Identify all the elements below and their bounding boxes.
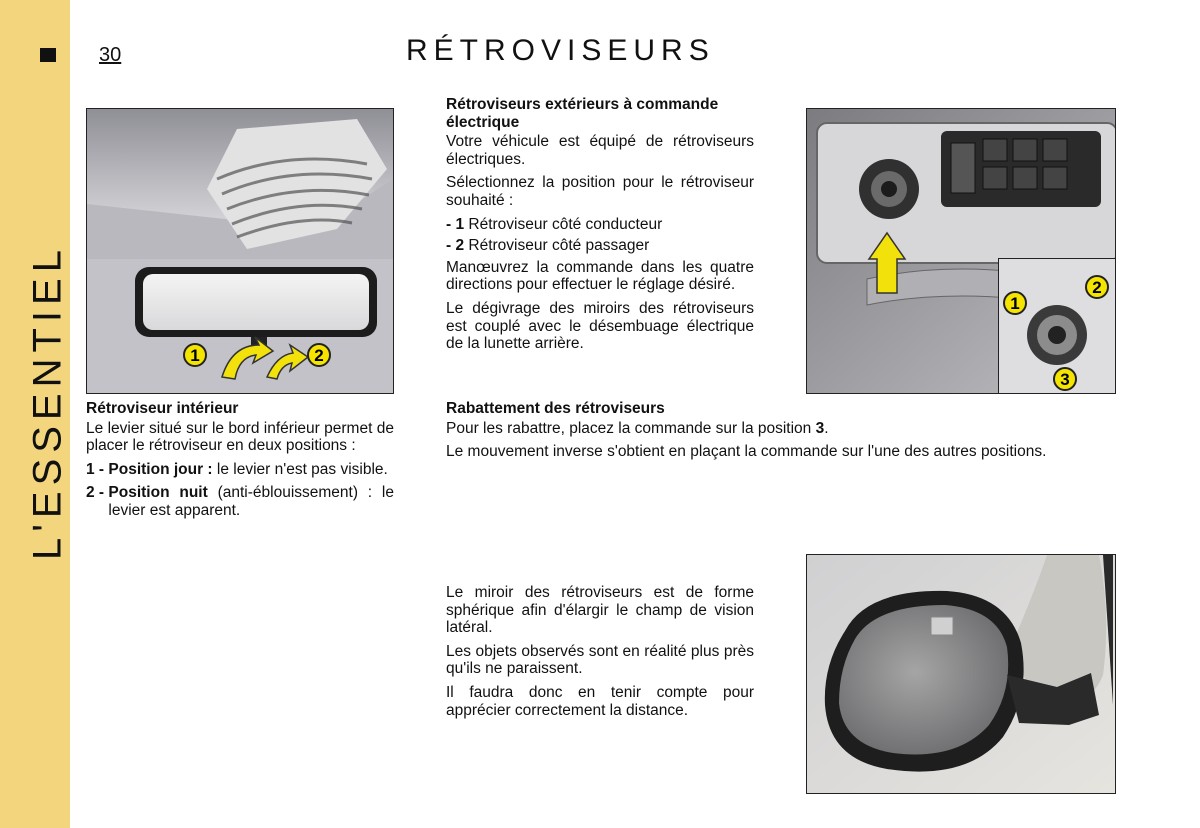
callout-3-label: 3 (1060, 370, 1070, 389)
callout-1-label: 1 (190, 346, 200, 365)
item-label: Position nuit (108, 484, 208, 502)
exterior-p2: Sélectionnez la position pour le rétroviseur souhaité : (446, 174, 754, 209)
page-number: 30 (99, 44, 122, 66)
exterior-mirror-section (446, 96, 754, 359)
list-item (446, 216, 754, 234)
item-text: Rétroviseur côté passager (464, 237, 650, 255)
list-item (446, 237, 754, 255)
exterior-p4: Le dégivrage des miroirs des rétroviseurs est couplé avec le désembuage électrique de la lunette arrière. (446, 299, 754, 353)
item-text: (anti-éblouissement) : le levier est apparent. (108, 484, 394, 519)
mirror-p2: Les objets observés sont en réalité plus près qu'ils ne paraissent. (446, 642, 754, 678)
callout-2-label: 2 (1092, 278, 1102, 297)
mirror-shape-section (446, 584, 754, 725)
mirror-p1: Le miroir des rétroviseurs est de forme sphérique afin d'élargir le champ de vision latéral. (446, 584, 754, 637)
exterior-mirror-photo (806, 554, 1116, 794)
item-number: - 1 (446, 215, 465, 233)
section-marker (40, 48, 56, 62)
callout-2-label: 2 (314, 346, 324, 365)
exterior-heading: Rétroviseurs extérieurs à commande électrique (446, 96, 719, 131)
folding-p1-end: . (824, 419, 829, 437)
folding-p2: Le mouvement inverse s'obtient en plaçant la commande sur l'une des autres positions. (446, 443, 1047, 461)
mirror-p3: Il faudra donc en tenir compte pour apprécier correctement la distance. (446, 683, 754, 719)
folding-position: 3 (815, 419, 825, 437)
item-text: Rétroviseur côté conducteur (464, 215, 663, 233)
list-item (86, 484, 394, 519)
list-item (86, 461, 394, 479)
sidebar-band (0, 0, 70, 828)
interior-intro: Le levier situé sur le bord inférieur permet de placer le rétroviseur en deux positions : (86, 419, 394, 455)
interior-mirror-section (86, 400, 394, 526)
item-number: 2 - (86, 484, 109, 502)
folding-heading: Rabattement des rétroviseurs (446, 400, 665, 417)
page-title: RÉTROVISEURS (406, 34, 715, 67)
section-title: L'ESSENTIEL (25, 244, 70, 560)
folding-section (446, 400, 1114, 467)
item-number: 1 - (86, 460, 109, 478)
item-label: Position jour : (108, 460, 213, 478)
knob-inset-photo (998, 258, 1116, 394)
interior-heading: Rétroviseur intérieur (86, 400, 239, 417)
callout-1-label: 1 (1010, 294, 1020, 313)
item-text: le levier n'est pas visible. (212, 460, 388, 478)
folding-p1 (446, 420, 1114, 438)
item-number: - 2 (446, 237, 465, 255)
interior-mirror-photo (86, 108, 394, 394)
exterior-p3: Manœuvrez la commande dans les quatre directions pour effectuer le réglage désiré. (446, 258, 754, 294)
exterior-p1: Votre véhicule est équipé de rétroviseurs électriques. (446, 133, 754, 168)
folding-p1-text: Pour les rabattre, placez la commande sur la position (446, 419, 816, 437)
